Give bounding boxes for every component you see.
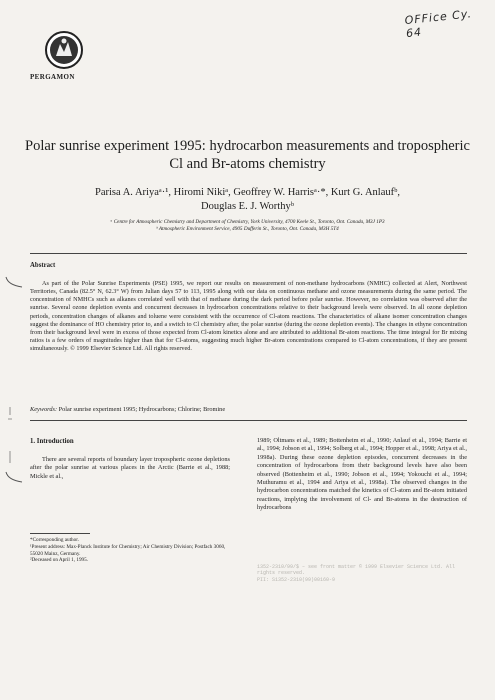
introduction-heading: 1. Introduction [30,438,74,445]
margin-bracket-mark [2,470,24,484]
affiliation: ᵇ Atmospheric Environment Service, 4905 Dufferin St., Toronto, Ont. Canada, M3H 5T4 [156,226,339,232]
abstract-text: As part of the Polar Sunrise Experiments (PSE) 1995, we report our results on measurement of non-methane hydrocarbons (NMHC) collected at Alert, Northwest Territories, Canada (82.5° N, 62.3° W) from Julian days 57 to 113, 1995 along with our data on continuous methane and ozone measurements during the same period. The concentration of NMHCs such as alkanes correlated well with that of methane during the dark period before polar sunrise. However, no correlation was observed after the sunrise. Several ozone depletion events and concurrent decreases in hydrocarbon concentrations relative to their background levels were observed. In all ozone depletion periods, concentration changes of alkanes and toluene were consistent with the occurrence of Cl-atom reactions. The characteristics of alkane isomer concentration changes suggest the dominance of HO chemistry prior to, and a switch to Cl chemistry after, the polar sunrise (during the ozone depletion events). The changes in ethyne concentration from their background level were in excess of those expected from Cl-atom kinetics alone and are attributed to additional Br-atom reactions. The time integral for Br mixing ratios is a few orders of magnitudes higher than that for Cl-atoms, suggesting much higher Br-atom concentrations compared to Cl-atom concentrations, if they are present simultaneously. © 1999 Elsevier Science Ltd. All rights reserved. [30,280,467,353]
author-list [40,186,455,214]
keywords [30,406,467,413]
margin-bracket-mark [2,275,24,289]
handwritten-annotation: OFFice Cy. 64 [404,7,473,41]
margin-tick-marks [4,405,18,465]
publisher-name: PERGAMON [30,73,75,81]
pergamon-logo [44,30,84,70]
footnotes [30,537,230,564]
author-line: Parisa A. Ariyaᵃ·¹, Hiromi Nikiᵃ, Geoffrey W. Harrisᵃ·*, Kurt G. Anlaufᵇ, [95,187,400,198]
introduction-paragraph: There are several reports of boundary layer tropospheric ozone depletions after the polar sunrise at various places in the Arctic (Barrie et al., 1988; Mickle et al., [30,456,230,480]
keywords-text: Polar sunrise experiment 1995; Hydrocarbons; Chlorine; Bromine [58,406,226,413]
faint-line: PII: S1352-2310(99)00160-9 [257,576,336,583]
footnote-corresponding: *Corresponding author. [30,537,79,543]
author-line: Douglas E. J. Worthyᵇ [201,201,294,212]
copyright-line [257,564,467,583]
introduction-paragraph-continued: 1989; Oltmans et al., 1989; Bottenheim et al., 1990; Anlauf et al., 1994; Barrie et al., 1994; Jobson et al., 1994; Solberg et al., 1994; Hopper et al., 1998; Ariya et al., 1998a). During these ozone depletion episodes, concurrent decreases in the concentration of hydrocarbons from their background levels have also been observed (Bottenheim et al., 1990; Jobson et al., 1994; Yokouchi et al., 1994; Muthuramu et al., 1994 and Ariya et al., 1998a). The observed changes in the hydrocarbon concentrations matched the kinetics of Cl-atom and Br-atom initiated reactions, implying the involvement of Cl- and Br-atoms in the destruction of hydrocarbons [257,437,467,512]
footnote-rule [30,533,90,534]
keywords-label: Keywords: [30,406,58,413]
footnote-deceased: ²Deceased on April 1, 1995. [30,557,89,564]
divider [30,253,467,254]
article-title: Polar sunrise experiment 1995: hydrocarbon measurements and tropospheric Cl and Br-atoms chemistry [25,138,470,172]
divider [30,420,467,421]
affiliation: ᵃ Centre for Atmospheric Chemistry and Department of Chemistry, York University, 4700 Keele St., Toronto, Ont. Canada, M3J 1P3 [110,219,385,225]
affiliations [30,219,465,233]
footnote-present-address: ¹Present address: Max-Planck Institute for Chemistry; Air Chemistry Division; Postfach 3060, 55020 Mainz, Germany. [30,543,226,557]
abstract-heading: Abstract [30,262,56,269]
faint-line: 1352-2310/99/$ – see front matter © 1999 Elsevier Science Ltd. All rights reserved. [257,564,456,577]
